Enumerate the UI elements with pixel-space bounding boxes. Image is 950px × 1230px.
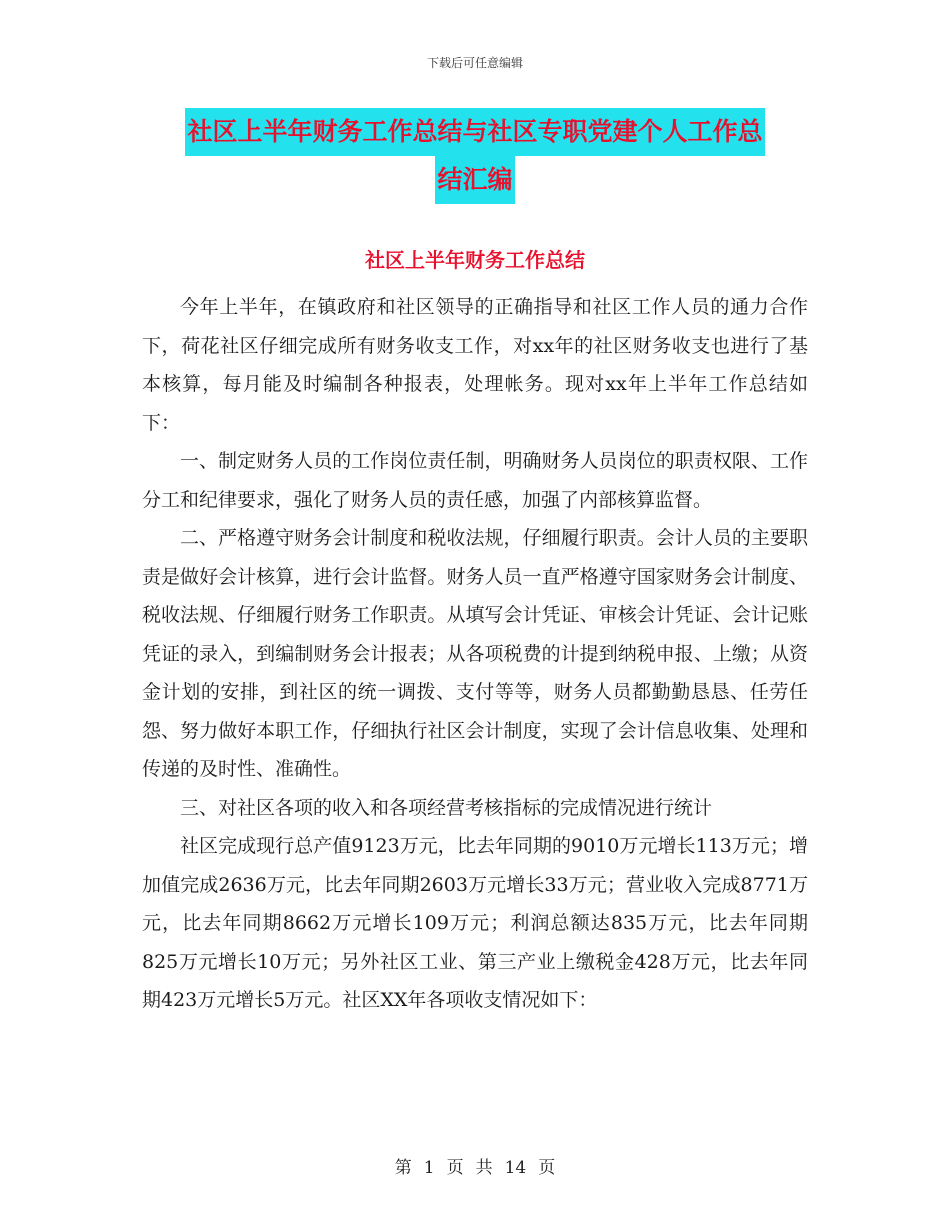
footer-ye: 页 — [446, 1158, 464, 1178]
paragraph: 二、严格遵守财务会计制度和税收法规，仔细履行职责。会计人员的主要职责是做好会计核算，进行会计监督。财务人员一直严格遵守国家财务会计制度、税收法规、仔细履行财务工作职责。从填写会计凭证、审核会计凭证、会计记账凭证的录入，到编制财务会计报表；从各项税费的计提到纳税申报、上缴；从资金计划的安排，到社区的统一调拨、支付等等，财务人员都勤勤恳恳、任劳任怨、努力做好本职工作，仔细执行社区会计制度，实现了会计信息收集、处理和传递的及时性、准确性。 — [142, 527, 808, 780]
footer-ye2: 页 — [538, 1158, 556, 1178]
paragraph: 一、制定财务人员的工作岗位责任制，明确财务人员岗位的职责权限、工作分工和纪律要求，强化了财务人员的责任感，加强了内部核算监督。 — [142, 450, 808, 511]
page-number: 1 — [423, 1158, 435, 1178]
header-note: 下载后可任意编辑 — [426, 56, 523, 70]
page-footer — [0, 1153, 950, 1178]
title-line-2: 结汇编 — [435, 156, 514, 204]
paragraph: 今年上半年，在镇政府和社区领导的正确指导和社区工作人员的通力合作下，荷花社区仔细完成所有财务收支工作，对xx年的社区财务收支也进行了基本核算，每月能及时编制各种报表，处理帐务。现对xx年上半年工作总结如下： — [142, 296, 808, 434]
section-title: 社区上半年财务工作总结 — [365, 248, 585, 272]
paragraph: 社区完成现行总产值9123万元，比去年同期的9010万元增长113万元；增加值完成2636万元，比去年同期2603万元增长33万元；营业收入完成8771万元，比去年同期8662万元增长109万元；利润总额达835万元，比去年同期825万元增长10万元；另外社区工业、第三产业上缴税金428万元，比去年同期423万元增长5万元。社区XX年各项收支情况如下： — [142, 835, 808, 1011]
document-title — [0, 108, 950, 204]
title-line-1: 社区上半年财务工作总结与社区专职党建个人工作总 — [185, 108, 764, 156]
document-body — [142, 288, 808, 1020]
footer-di: 第 — [394, 1158, 412, 1178]
paragraph: 三、对社区各项的收入和各项经营考核指标的完成情况进行统计 — [180, 796, 713, 819]
page-total: 14 — [504, 1158, 527, 1178]
footer-gong: 共 — [475, 1158, 493, 1178]
